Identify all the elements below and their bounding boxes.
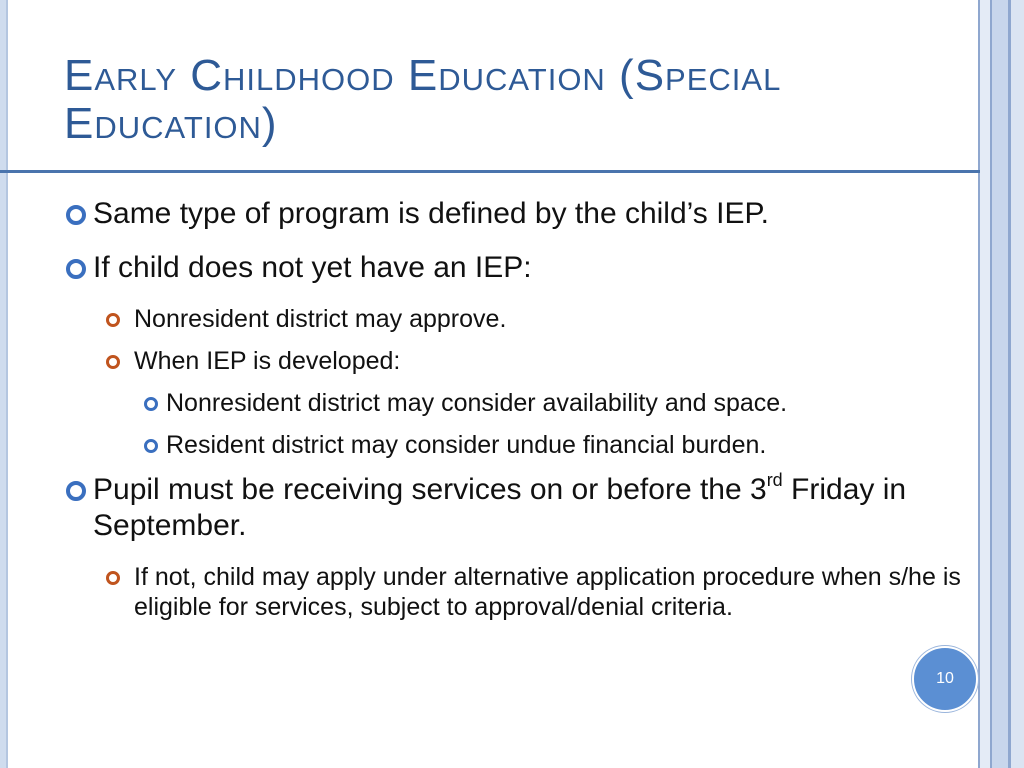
ordinal-superscript: rd bbox=[766, 470, 783, 490]
bullet-marker bbox=[106, 346, 134, 376]
bullet-item bbox=[62, 250, 962, 286]
bullet-list bbox=[62, 196, 962, 634]
ring-bullet-icon bbox=[66, 481, 86, 501]
title-divider bbox=[0, 170, 980, 173]
bullet-text: Same type of program is defined by the child’s IEP. bbox=[93, 197, 769, 230]
bullet-item bbox=[62, 196, 962, 232]
right-border-decoration bbox=[978, 0, 1024, 768]
bullet-text: If child does not yet have an IEP: bbox=[93, 251, 532, 284]
bullet-marker bbox=[62, 196, 93, 232]
page-number-badge: 10 bbox=[912, 646, 978, 712]
sub-bullet-item bbox=[106, 304, 962, 334]
sub-sub-bullet-item bbox=[144, 430, 962, 460]
sub-bullet-item bbox=[106, 562, 962, 622]
slide-title: Early Childhood Education (Special Education) bbox=[64, 51, 782, 148]
bullet-marker bbox=[62, 250, 93, 286]
bullet-marker bbox=[144, 388, 166, 418]
bullet-item bbox=[62, 472, 962, 544]
ring-bullet-icon bbox=[106, 313, 120, 327]
bullet-marker bbox=[106, 304, 134, 334]
bullet-text bbox=[93, 472, 962, 544]
bullet-text-part: Pupil must be receiving services on or before the 3 bbox=[93, 473, 767, 506]
ring-bullet-icon bbox=[106, 355, 120, 369]
sub-bullet-item bbox=[106, 346, 962, 376]
border-stripe bbox=[1011, 0, 1024, 768]
ring-bullet-icon bbox=[66, 205, 86, 225]
bullet-text: Nonresident district may approve. bbox=[134, 305, 507, 333]
bullet-marker bbox=[144, 430, 166, 460]
bullet-text: Resident district may consider undue financial burden. bbox=[166, 431, 767, 459]
border-stripe bbox=[980, 0, 990, 768]
ring-bullet-icon bbox=[144, 439, 158, 453]
ring-bullet-icon bbox=[66, 259, 86, 279]
bullet-text: Nonresident district may consider availability and space. bbox=[166, 389, 788, 417]
sub-sub-bullet-item bbox=[144, 388, 962, 418]
ring-bullet-icon bbox=[144, 397, 158, 411]
bullet-marker bbox=[62, 472, 93, 508]
left-border-decoration bbox=[0, 0, 8, 768]
bullet-marker bbox=[106, 562, 134, 592]
border-stripe bbox=[992, 0, 1008, 768]
ring-bullet-icon bbox=[106, 571, 120, 585]
bullet-text: If not, child may apply under alternative application procedure when s/he is eligible for services, subject to approval/denial criteria. bbox=[134, 563, 961, 621]
bullet-text-part: Friday in September. bbox=[93, 473, 907, 542]
bullet-text: When IEP is developed: bbox=[134, 347, 401, 375]
